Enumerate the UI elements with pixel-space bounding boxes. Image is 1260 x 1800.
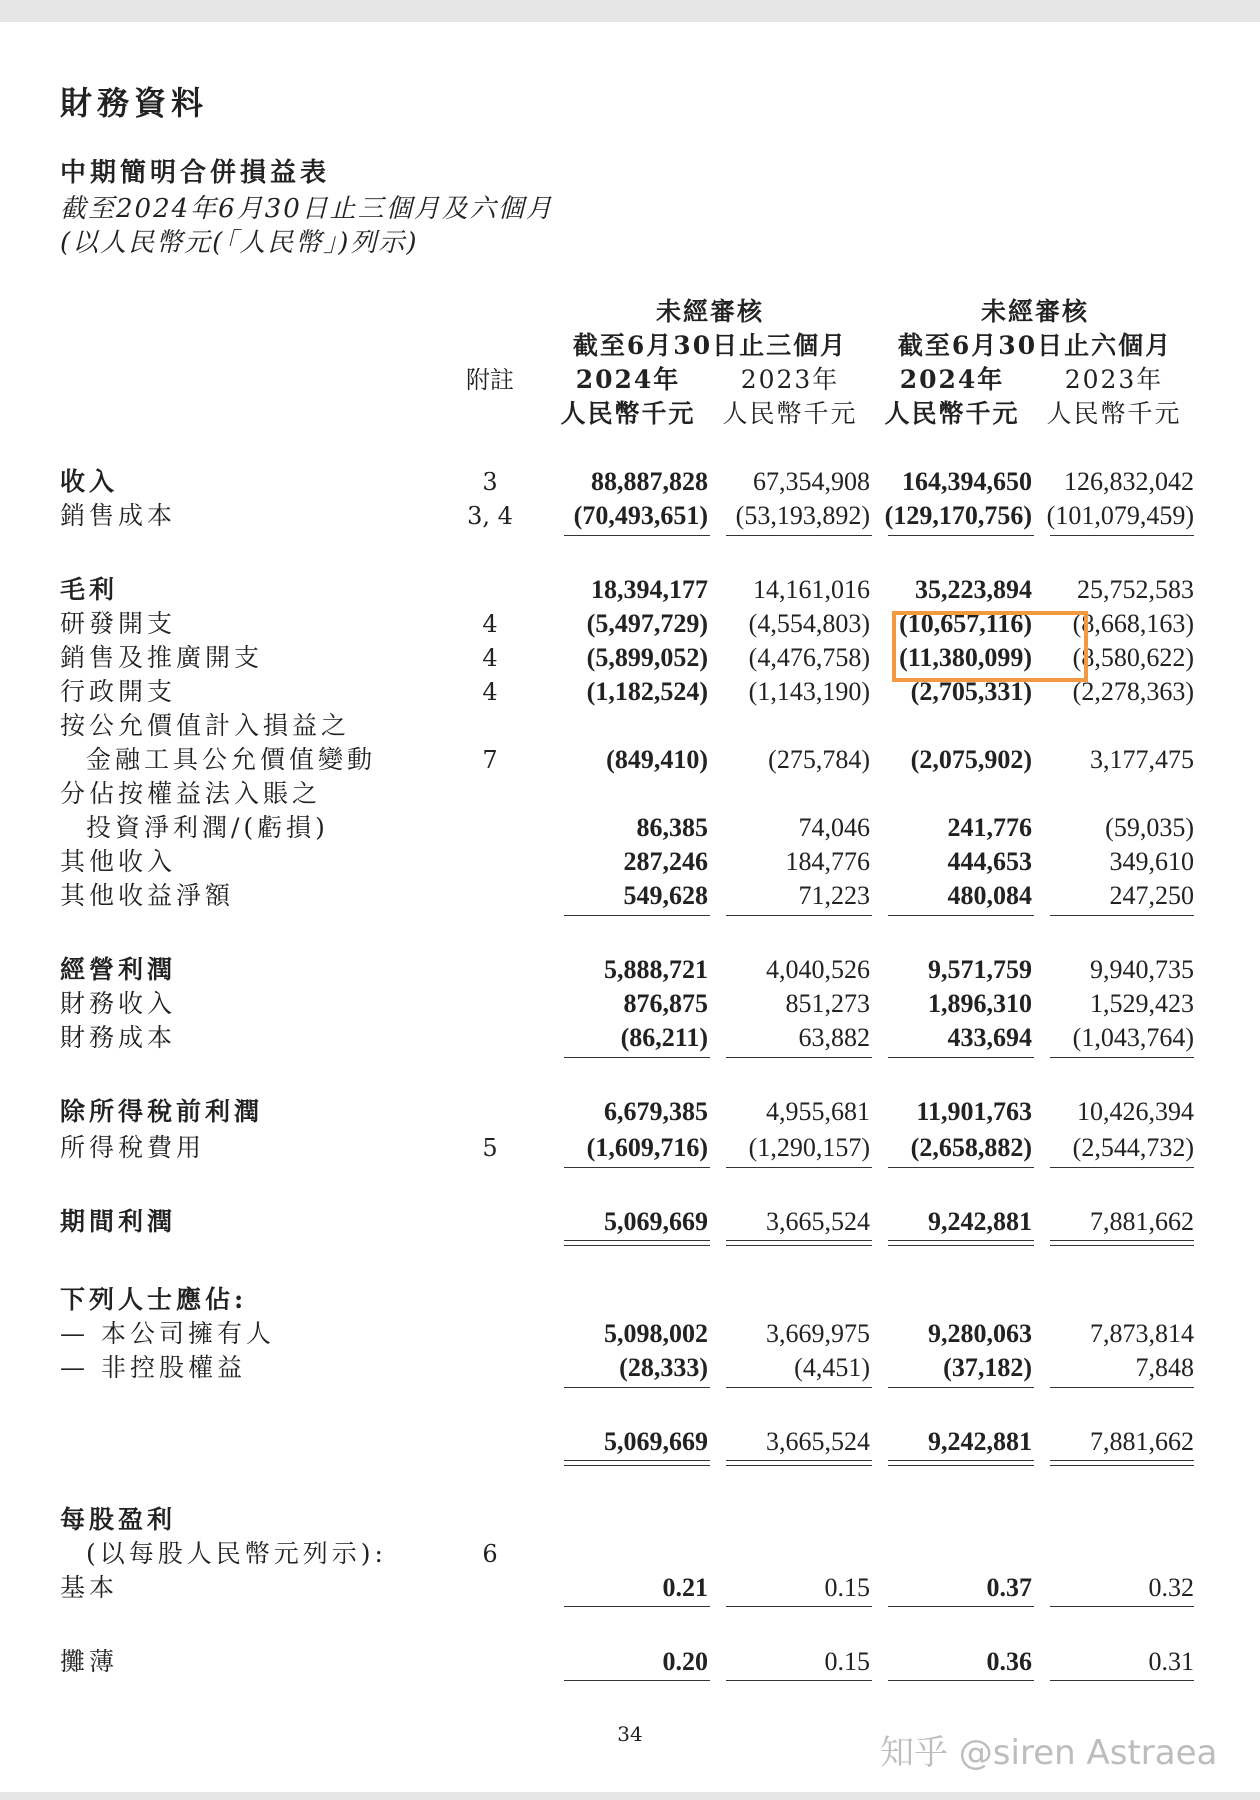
subtotal-rule <box>888 1167 1034 1168</box>
subtotal-rule <box>1050 1167 1194 1168</box>
row-finance-costs-value: 63,882 <box>798 1023 870 1052</box>
row-tax-value: (2,658,882) <box>910 1133 1032 1162</box>
row-revenue-label: 收入 <box>60 467 119 496</box>
row-finance-income-value: 851,273 <box>785 989 870 1018</box>
total-double-rule <box>1050 1240 1194 1246</box>
row-other-income-value: 444,653 <box>947 847 1032 876</box>
subtotal-rule <box>888 1606 1034 1607</box>
subtotal-rule <box>1050 1387 1194 1388</box>
row-rd-value: (5,497,729) <box>586 609 708 638</box>
row-tax-value: (1,609,716) <box>586 1133 708 1162</box>
row-fv-label: 按公允價值計入損益之 <box>60 711 351 740</box>
subtotal-rule <box>726 915 872 916</box>
row-admin-note: 4 <box>482 678 498 706</box>
row-profit-value: 5,069,669 <box>604 1207 708 1236</box>
row-finance-income-value: 1,529,423 <box>1090 989 1194 1018</box>
row-other-income-value: 349,610 <box>1109 847 1194 876</box>
row-selling-value: (11,380,099) <box>899 643 1032 672</box>
row-profit-value: 9,242,881 <box>928 1207 1032 1236</box>
header-unaudited-3m: 未經審核 <box>655 297 764 326</box>
subtotal-rule <box>888 535 1034 536</box>
row-profit-value: 7,881,662 <box>1090 1207 1194 1236</box>
row-pbt-label: 除所得稅前利潤 <box>60 1097 264 1126</box>
row-rd-value: (8,668,163) <box>1072 609 1194 638</box>
row-basic-label: 基本 <box>60 1573 119 1602</box>
row-rd-note: 4 <box>482 610 498 638</box>
row-admin-value: (1,182,524) <box>586 677 708 706</box>
row-revenue-value: 164,394,650 <box>902 467 1032 496</box>
subtotal-rule <box>726 1057 872 1058</box>
header-unaudited-6m: 未經審核 <box>980 297 1089 326</box>
row-equity-value: 74,046 <box>798 813 870 842</box>
row-gross-profit-value: 14,161,016 <box>753 575 870 604</box>
row-other-gains-label: 其他收益淨額 <box>60 881 235 910</box>
header-year-2024-3m: 2024年 <box>575 365 681 394</box>
header-unit-4: 人民幣千元 <box>1046 399 1182 428</box>
total-double-rule <box>888 1460 1034 1466</box>
header-year-2024-6m: 2024年 <box>899 365 1005 394</box>
row-equity-value: (59,035) <box>1105 813 1194 842</box>
row-owners-label: — 本公司擁有人 <box>60 1319 275 1348</box>
page-number: 34 <box>617 1722 643 1746</box>
header-note: 附註 <box>466 366 514 394</box>
row-operating-profit-value: 9,940,735 <box>1090 955 1194 984</box>
row-fv-label: 金融工具公允價值變動 <box>86 745 377 774</box>
row-owners-value: 3,669,975 <box>766 1319 870 1348</box>
row-finance-costs-value: (86,211) <box>620 1023 708 1052</box>
row-selling-note: 4 <box>482 644 498 672</box>
row-other-gains-value: 247,250 <box>1109 881 1194 910</box>
total-double-rule <box>726 1240 872 1246</box>
subtotal-rule <box>726 1680 872 1681</box>
row-cost-of-sales-value: (53,193,892) <box>735 501 870 530</box>
subtotal-rule <box>726 1387 872 1388</box>
row-basic-value: 0.21 <box>662 1573 708 1602</box>
row-admin-value: (2,705,331) <box>910 677 1032 706</box>
row-owners-value: 7,873,814 <box>1090 1319 1194 1348</box>
row-tax-value: (2,544,732) <box>1072 1133 1194 1162</box>
statement-currency-note: (以人民幣元(「人民幣」)列示) <box>60 228 419 258</box>
row-equity-label: 投資淨利潤/(虧損) <box>86 813 329 842</box>
row-cost-of-sales-value: (129,170,756) <box>884 501 1032 530</box>
row-operating-profit-label: 經營利潤 <box>60 955 177 984</box>
row-other-income-value: 184,776 <box>785 847 870 876</box>
row-pbt-value: 11,901,763 <box>916 1097 1032 1126</box>
header-year-2023-3m: 2023年 <box>740 365 840 394</box>
row-pbt-value: 4,955,681 <box>766 1097 870 1126</box>
row-finance-income-label: 財務收入 <box>60 989 177 1018</box>
row-rd-label: 研發開支 <box>60 609 177 638</box>
header-unit-2: 人民幣千元 <box>722 399 858 428</box>
row-nci-label: — 非控股權益 <box>60 1353 246 1382</box>
row-gross-profit-value: 25,752,583 <box>1077 575 1194 604</box>
row-profit-label: 期間利潤 <box>60 1207 177 1236</box>
subtotal-rule <box>726 1606 872 1607</box>
row-profit-value: 3,665,524 <box>766 1207 870 1236</box>
subtotal-rule <box>564 1387 710 1388</box>
highlight-box <box>892 611 1088 682</box>
subtotal-rule <box>1050 1680 1194 1681</box>
row-cost-of-sales-note: 3, 4 <box>467 502 513 530</box>
row-equity-value: 241,776 <box>947 813 1032 842</box>
row-other-gains-value: 549,628 <box>623 881 708 910</box>
row-tax-note: 5 <box>482 1134 498 1162</box>
subtotal-rule <box>564 1057 710 1058</box>
row-other-income-label: 其他收入 <box>60 847 177 876</box>
total-double-rule <box>1050 1460 1194 1466</box>
subtotal-rule <box>726 535 872 536</box>
row-fv-value: 3,177,475 <box>1090 745 1194 774</box>
row-other-income-value: 287,246 <box>623 847 708 876</box>
row-basic-value: 0.37 <box>986 1573 1032 1602</box>
row-nci-value: (28,333) <box>619 1353 708 1382</box>
header-unit-1: 人民幣千元 <box>560 399 696 428</box>
row-cost-of-sales-label: 銷售成本 <box>60 501 177 530</box>
bottom-bar <box>0 1792 1260 1800</box>
row-total-value: 9,242,881 <box>928 1427 1032 1456</box>
row-fv-value: (275,784) <box>768 745 870 774</box>
row-diluted-value: 0.20 <box>662 1647 708 1676</box>
row-nci-value: (4,451) <box>794 1353 870 1382</box>
subtotal-rule <box>888 1387 1034 1388</box>
row-diluted-value: 0.31 <box>1148 1647 1194 1676</box>
total-double-rule <box>888 1240 1034 1246</box>
row-owners-value: 9,280,063 <box>928 1319 1032 1348</box>
row-eps-note: 6 <box>482 1540 498 1568</box>
row-selling-value: (5,899,052) <box>586 643 708 672</box>
row-finance-costs-value: (1,043,764) <box>1072 1023 1194 1052</box>
row-fv-note: 7 <box>482 746 498 774</box>
row-tax-label: 所得稅費用 <box>60 1133 206 1162</box>
subtotal-rule <box>726 1167 872 1168</box>
row-diluted-label: 攤薄 <box>60 1647 119 1676</box>
row-finance-income-value: 876,875 <box>623 989 708 1018</box>
row-diluted-value: 0.36 <box>986 1647 1032 1676</box>
row-selling-value: (4,476,758) <box>748 643 870 672</box>
row-nci-value: 7,848 <box>1135 1353 1194 1382</box>
row-finance-costs-value: 433,694 <box>947 1023 1032 1052</box>
row-equity-value: 86,385 <box>636 813 708 842</box>
row-finance-income-value: 1,896,310 <box>928 989 1032 1018</box>
row-equity-label: 分佔按權益法入賬之 <box>60 779 322 808</box>
row-eps-sublabel: (以每股人民幣元列示): <box>86 1539 387 1568</box>
subtotal-rule <box>564 1680 710 1681</box>
row-eps-label: 每股盈利 <box>60 1505 177 1534</box>
total-double-rule <box>564 1240 710 1246</box>
row-revenue-value: 67,354,908 <box>753 467 870 496</box>
row-total-value: 7,881,662 <box>1090 1427 1194 1456</box>
subtotal-rule <box>1050 1057 1194 1058</box>
row-revenue-value: 126,832,042 <box>1064 467 1194 496</box>
row-other-gains-value: 71,223 <box>798 881 870 910</box>
row-admin-label: 行政開支 <box>60 677 177 706</box>
subtotal-rule <box>1050 1606 1194 1607</box>
header-period-6m: 截至6月30日止六個月 <box>897 331 1173 360</box>
statement-title: 中期簡明合併損益表 <box>60 158 331 188</box>
subtotal-rule <box>564 535 710 536</box>
row-total-value: 3,665,524 <box>766 1427 870 1456</box>
subtotal-rule <box>564 1167 710 1168</box>
subtotal-rule <box>888 915 1034 916</box>
row-operating-profit-value: 5,888,721 <box>604 955 708 984</box>
row-total-value: 5,069,669 <box>604 1427 708 1456</box>
row-gross-profit-value: 35,223,894 <box>915 575 1032 604</box>
row-pbt-value: 6,679,385 <box>604 1097 708 1126</box>
row-operating-profit-value: 4,040,526 <box>766 955 870 984</box>
subtotal-rule <box>564 1606 710 1607</box>
row-basic-value: 0.15 <box>824 1573 870 1602</box>
row-fv-value: (849,410) <box>606 745 708 774</box>
row-attributable-label: 下列人士應佔: <box>60 1285 248 1314</box>
total-double-rule <box>726 1460 872 1466</box>
row-pbt-value: 10,426,394 <box>1077 1097 1194 1126</box>
total-double-rule <box>564 1460 710 1466</box>
row-nci-value: (37,182) <box>943 1353 1032 1382</box>
subtotal-rule <box>564 915 710 916</box>
row-cost-of-sales-value: (101,079,459) <box>1046 501 1194 530</box>
row-operating-profit-value: 9,571,759 <box>928 955 1032 984</box>
row-owners-value: 5,098,002 <box>604 1319 708 1348</box>
subtotal-rule <box>888 1057 1034 1058</box>
header-year-2023-6m: 2023年 <box>1064 365 1164 394</box>
header-unit-3: 人民幣千元 <box>884 399 1020 428</box>
watermark: 知乎 @siren Astraea <box>880 1733 1218 1773</box>
subtotal-rule <box>1050 915 1194 916</box>
row-admin-value: (2,278,363) <box>1072 677 1194 706</box>
row-admin-value: (1,143,190) <box>748 677 870 706</box>
row-diluted-value: 0.15 <box>824 1647 870 1676</box>
row-rd-value: (10,657,116) <box>899 609 1032 638</box>
header-period-3m: 截至6月30日止三個月 <box>572 331 848 360</box>
row-gross-profit-label: 毛利 <box>60 575 119 604</box>
page-title: 財務資料 <box>60 84 209 122</box>
row-fv-value: (2,075,902) <box>910 745 1032 774</box>
row-other-gains-value: 480,084 <box>947 881 1032 910</box>
row-revenue-value: 88,887,828 <box>591 467 708 496</box>
statement-subtitle: 截至2024年6月30日止三個月及六個月 <box>60 194 554 224</box>
subtotal-rule <box>888 1680 1034 1681</box>
top-bar <box>0 0 1260 22</box>
row-revenue-note: 3 <box>482 468 498 496</box>
row-gross-profit-value: 18,394,177 <box>591 575 708 604</box>
row-basic-value: 0.32 <box>1148 1573 1194 1602</box>
row-rd-value: (4,554,803) <box>748 609 870 638</box>
row-selling-label: 銷售及推廣開支 <box>60 643 264 672</box>
row-finance-costs-label: 財務成本 <box>60 1023 177 1052</box>
subtotal-rule <box>1050 535 1194 536</box>
row-tax-value: (1,290,157) <box>748 1133 870 1162</box>
row-cost-of-sales-value: (70,493,651) <box>573 501 708 530</box>
row-selling-value: (8,580,622) <box>1072 643 1194 672</box>
